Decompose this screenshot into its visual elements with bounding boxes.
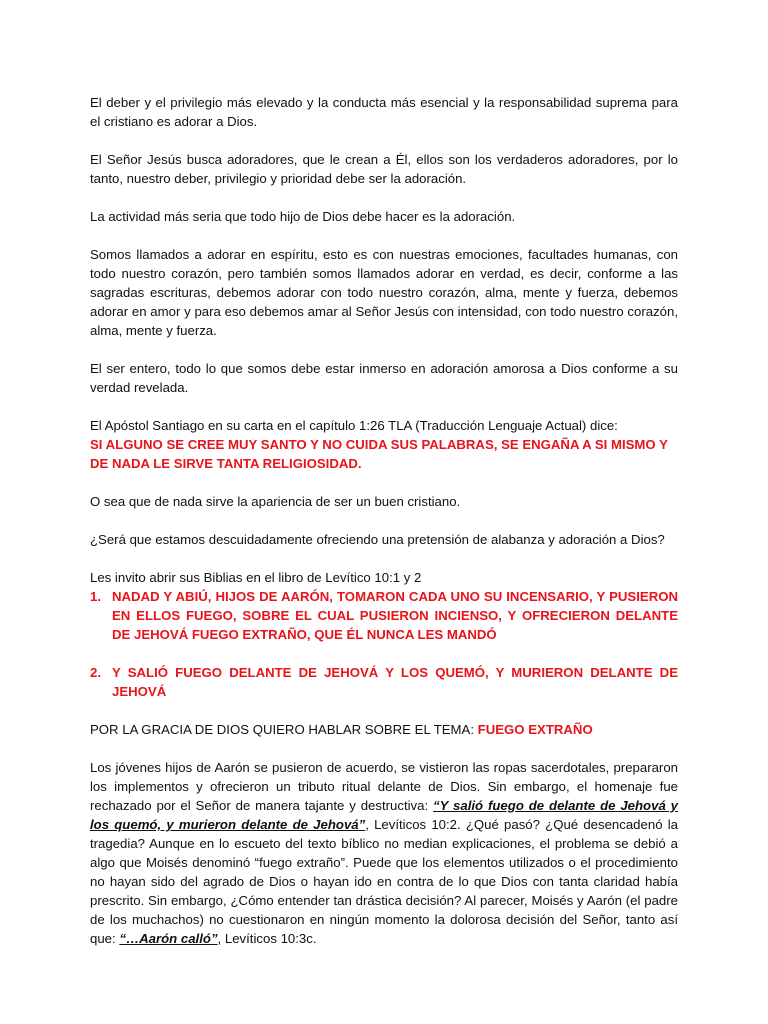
theme-intro: POR LA GRACIA DE DIOS QUIERO HABLAR SOBRE EL TEMA: [90, 722, 478, 737]
paragraph-4: Somos llamados a adorar en espíritu, esto es con nuestras emociones, facultades humanas, con todo nuestro corazón, pero también somos llamados adorar en verdad, es decir, conforme a las sagradas escrituras, debemos adorar con todo nuestro corazón, alma, mente y fuerza, debemos adorar en amor y para eso debemos amar al Señor Jesús con intensidad, con todo nuestro corazón, alma, mente y fuerza. [90, 247, 678, 338]
verse-text: NADAD Y ABIÚ, HIJOS DE AARÓN, TOMARON CADA UNO SU INCENSARIO, Y PUSIERON EN ELLOS FUEGO, SOBRE EL CUAL PUSIERON INCIENSO, Y OFRECIERON DELANTE DE JEHOVÁ FUEGO EXTRAÑO, QUE ÉL NUNCA LES MANDÓ [112, 589, 678, 642]
final-text-c: , Levíticos 10:3c. [217, 931, 317, 946]
document-page [90, 93, 678, 967]
santiago-quote: SI ALGUNO SE CREE MUY SANTO Y NO CUIDA SUS PALABRAS, SE ENGAÑA A SI MISMO Y DE NADA LE SIRVE TANTA RELIGIOSIDAD. [90, 437, 668, 471]
scripture-quote-1: “Y salió fuego de delante de Jehová y los quemó, y murieron delante de Jehová” [90, 798, 678, 832]
theme-line [90, 720, 678, 739]
verse-number: 2. [90, 665, 101, 680]
final-text-a: Los jóvenes hijos de Aarón se pusieron de acuerdo, se vistieron las ropas sacerdotales, prepararon los implementos y ofrecieron un tributo ritual delante de Dios. Sin embargo, el homenaje fue rechazado por el Señor de manera tajante y destructiva: [90, 760, 678, 813]
paragraph-8: ¿Será que estamos descuidadamente ofreciendo una pretensión de alabanza y adoración a Dios? [90, 532, 665, 547]
final-text-b: , Levíticos 10:2. ¿Qué pasó? ¿Qué desencadenó la tragedia? Aunque en lo escueto del texto bíblico no median explicaciones, el problema se debió a algo que Moisés denominó “fuego extraño”. Puede que los elementos utilizados o el procedimiento no hayan sido del agrado de Dios o hayan ido en contra de lo que Dios con tanta claridad había prescrito. Sin embargo, ¿Cómo entender tan drástica decisión? Al parecer, Moisés y Aarón (el padre de los muchachos) no cuestionaron en ningún momento la dolorosa decisión del Señor, tanto así que: [90, 817, 678, 946]
paragraph-5: El ser entero, todo lo que somos debe estar inmerso en adoración amorosa a Dios conforme a su verdad revelada. [90, 361, 678, 395]
paragraph-3: La actividad más seria que todo hijo de Dios debe hacer es la adoración. [90, 209, 516, 224]
santiago-intro: El Apóstol Santiago en su carta en el capítulo 1:26 TLA (Traducción Lenguaje Actual) dice: [90, 418, 618, 433]
verse-item [90, 663, 678, 701]
paragraph-2: El Señor Jesús busca adoradores, que le crean a Él, ellos son los verdaderos adoradores, por lo tanto, nuestro deber, privilegio y prioridad debe ser la adoración. [90, 152, 678, 186]
verse-number: 1. [90, 589, 101, 604]
verse-item [90, 587, 678, 644]
bible-invite: Les invito abrir sus Biblias en el libro de Levítico 10:1 y 2 [90, 570, 422, 585]
verse-text: Y SALIÓ FUEGO DELANTE DE JEHOVÁ Y LOS QUEMÓ, Y MURIERON DELANTE DE JEHOVÁ [112, 665, 678, 699]
verse-list [90, 587, 678, 701]
final-paragraph [90, 758, 678, 948]
paragraph-7: O sea que de nada sirve la apariencia de ser un buen cristiano. [90, 494, 461, 509]
theme-title: FUEGO EXTRAÑO [477, 722, 593, 737]
scripture-quote-2: “…Aarón calló” [119, 931, 218, 946]
paragraph-1: El deber y el privilegio más elevado y la conducta más esencial y la responsabilidad suprema para el cristiano es adorar a Dios. [90, 95, 678, 129]
